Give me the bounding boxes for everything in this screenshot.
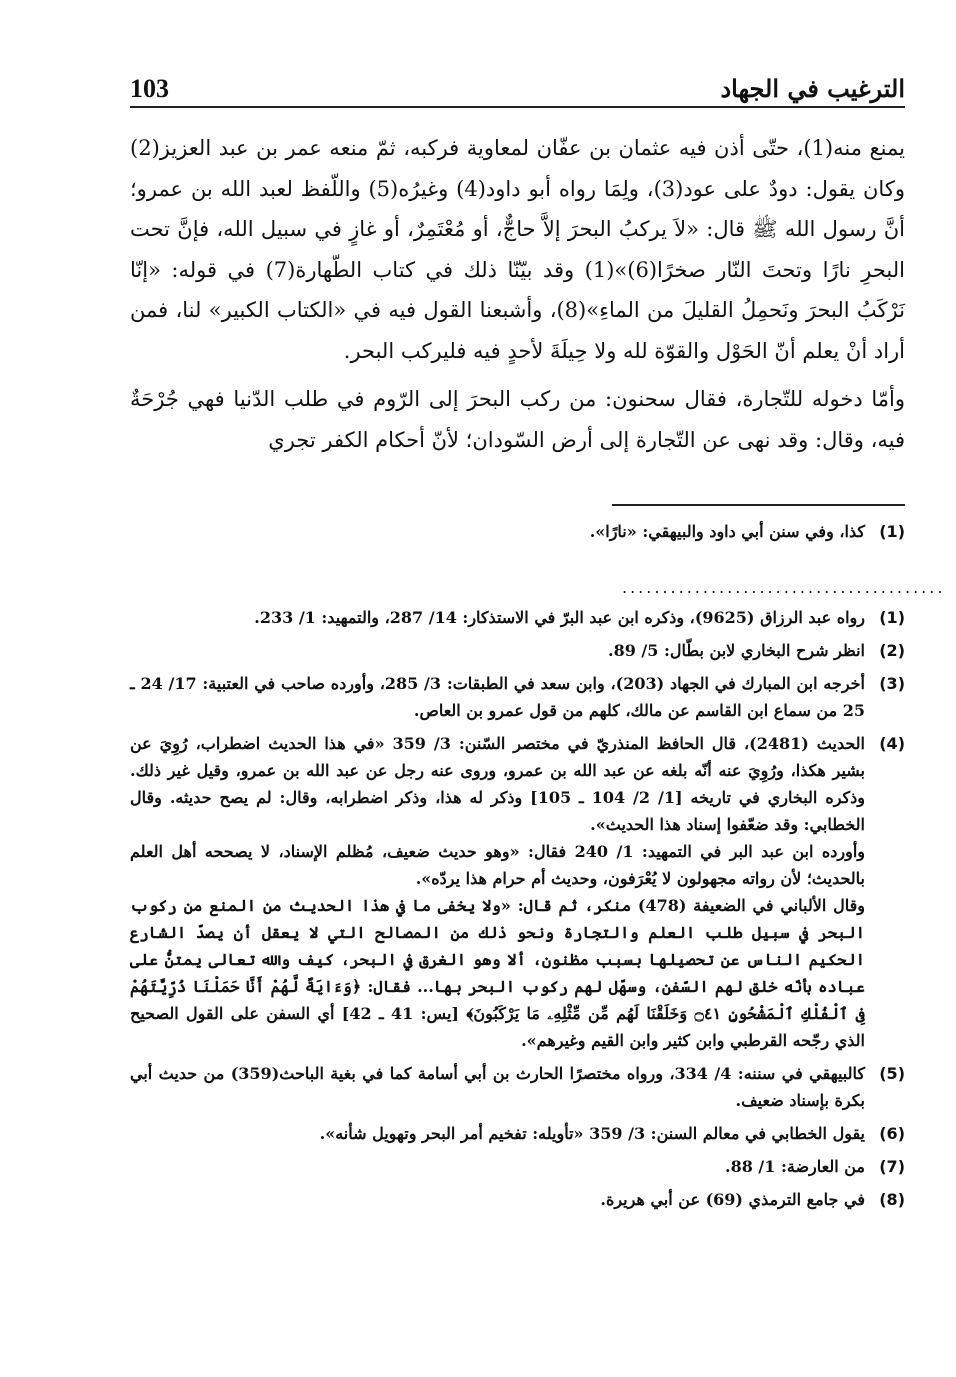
- footnote-text: [130, 604, 865, 631]
- footnote-number: (2): [879, 641, 905, 660]
- footnote: [130, 1153, 905, 1180]
- footnote-text: [130, 518, 865, 545]
- footnote-text: [130, 1060, 865, 1114]
- footnote: [130, 637, 905, 664]
- footnote-separator: [612, 504, 905, 506]
- footnote: [130, 518, 905, 545]
- footnote: [130, 604, 905, 631]
- footnote-line: الحديث (2481)، قال الحافظ المنذريّ في مختصر السّنن: 3/ 359 «في هذا الحديث اضطراب، رُوِيَ عن بشير هكذا، ورُوِيَ عنه أنّه بلغه عن عبد الله بن عمرو، وروى عنه رجل عن عبد الله بن عمرو، وقيل غير ذلك. وذكره البخاري في تاريخه [1/ 2/ 104 ـ 105] وذكر له هذا، وذكر اضطرابه، وقال: لم يصح حديثه. وقال الخطابي: وقد ضعّفوا إسناد هذا الحديث».: [130, 734, 865, 834]
- footnote-line: كالبيهقي في سننه: 4/ 334، ورواه مختصرًا الحارث بن أبي أسامة كما في بغية الباحث(359) من حديث أبي بكرة بإسناد ضعيف.: [130, 1064, 865, 1110]
- footnote-line: في جامع الترمذي (69) عن أبي هريرة.: [600, 1190, 865, 1209]
- footnote-number: (1): [879, 608, 905, 627]
- page-number: 103: [130, 74, 169, 103]
- footnote-text: [130, 637, 865, 664]
- footnote-line: انظر شرح البخاري لابن بطّال: 5/ 89.: [607, 641, 865, 660]
- editor-footnotes: [130, 518, 905, 551]
- footnote-number: (6): [879, 1124, 905, 1143]
- source-footnotes: [130, 604, 905, 1219]
- footnote-text: [130, 1120, 865, 1147]
- footnote-line: يقول الخطابي في معالم السنن: 3/ 359 «تأويله: تفخيم أمر البحر وتهويل شأنه».: [319, 1124, 865, 1143]
- footnote-text: [130, 1153, 865, 1180]
- footnote-line: وأورده ابن عبد البر في التمهيد: 1/ 240 فقال: «وهو حديث ضعيف، مُظلم الإسناد، لا يصححه أهل العلم بالحديث؛ لأن رواته مجهولون لا يُعْرَفون، وحديث أم حرام هذا يردّه».: [130, 842, 865, 888]
- footnote-text: [130, 1186, 865, 1213]
- footnote: [130, 1186, 905, 1213]
- footnote-line: وقال الألباني في الضعيفة (478) منكر، ثم قال: «ولا يخفى ما في هذا الحديث من المنع من ركوب البحر في سبيل طلب العلم والتجارة ونحو ذلك من المصالح التي لا يعقل أن يصدّ الشارع الحكيم الناس عن تحصيلها بسبب مظنون، ألا وهو الغرق في البحر، كيف والله تعالى يمتنُّ على عباده بأنّه خلق لهم السّفن، وسهّل لهم ركوب البحر بها... فقال: ﴿وَءَايَةٌ لَّهُمْ أَنَّا حَمَلْنَا ذُرِّيَّتَهُمْ فِى ٱلْفُلْكِ ٱلْمَشْحُونِ ۝٤١ وَخَلَقْنَا لَهُم مِّن مِّثْلِهِۦ مَا يَرْكَبُونَ﴾ [يس: 41 ـ 42] أي السفن على القول الصحيح الذي رجّحه القرطبي وابن كثير وابن القيم وغيرهم».: [130, 896, 865, 1050]
- paragraph: وأمّا دخوله للتّجارة، فقال سحنون: من ركب البحرَ إلى الرّوم في طلب الدّنيا فهي جُرْحَةٌ فيه، وقال: وقد نهى عن التّجارة إلى أرض السّودان؛ لأنّ أحكام الكفر تجري: [130, 387, 905, 452]
- paragraph: يمنع منه(1)، حتّى أذن فيه عثمان بن عفّان لمعاوية فركبه، ثمّ منعه عمر بن عبد العزيز(2) وكان يقول: دودٌ على عود(3)، ولِمَا رواه أبو داود(4) وغيرُه(5) واللّفظ لعبد الله بن عمرو؛ أنَّ رسول الله ﷺ قال: «لاَ يركبُ البحرَ إلاَّ حاجٌّ، أو مُعْتَمِرٌ، أو غازٍ في سبيل الله، فإنَّ تحت البحرِ نارًا وتحتَ النّار صخرًا(6)»(1) وقد بيّنّا ذلك في كتاب الطّهارة(7) في قوله: «إنّا نَرْكَبُ البحرَ ونَحمِلُ القليلَ من الماءِ»(8)، وأشبعنا القول فيه في «الكتاب الكبير» لنا، فمن أراد أنْ يعلم أنّ الحَوْل والقوّة لله ولا حِيلَةَ لأحدٍ فيه فليركب البحر.: [130, 136, 906, 363]
- footnote-number: (7): [879, 1157, 905, 1176]
- dotted-separator: ........................................: [622, 578, 946, 597]
- footnote-line: من العارضة: 1/ 88.: [724, 1157, 865, 1176]
- footnote-line: أخرجه ابن المبارك في الجهاد (203)، وابن سعد في الطبقات: 3/ 285، وأورده صاحب في العتبية: 17/ 24 ـ 25 من سماع ابن القاسم عن مالك، كلهم من قول عمرو بن العاص.: [130, 674, 865, 720]
- page-header: [130, 70, 905, 108]
- footnote: [130, 730, 905, 1054]
- footnote: [130, 670, 905, 724]
- footnote-number: (3): [879, 674, 905, 693]
- footnote: [130, 1060, 905, 1114]
- footnote-line: رواه عبد الرزاق (9625)، وذكره ابن عبد البرّ في الاستذكار: 14/ 287، والتمهيد: 1/ 233.: [254, 608, 865, 627]
- footnote-text: [130, 730, 865, 1054]
- running-title: الترغيب في الجهاد: [720, 74, 905, 103]
- footnote-number: (1): [879, 522, 905, 541]
- footnote-number: (4): [879, 734, 905, 753]
- footnote-line: كذا، وفي سنن أبي داود والبيهقي: «نارًا».: [589, 522, 865, 541]
- main-text: [130, 128, 905, 468]
- footnote: [130, 1120, 905, 1147]
- footnote-number: (5): [879, 1064, 905, 1083]
- footnote-number: (8): [879, 1190, 905, 1209]
- footnote-text: [130, 670, 865, 724]
